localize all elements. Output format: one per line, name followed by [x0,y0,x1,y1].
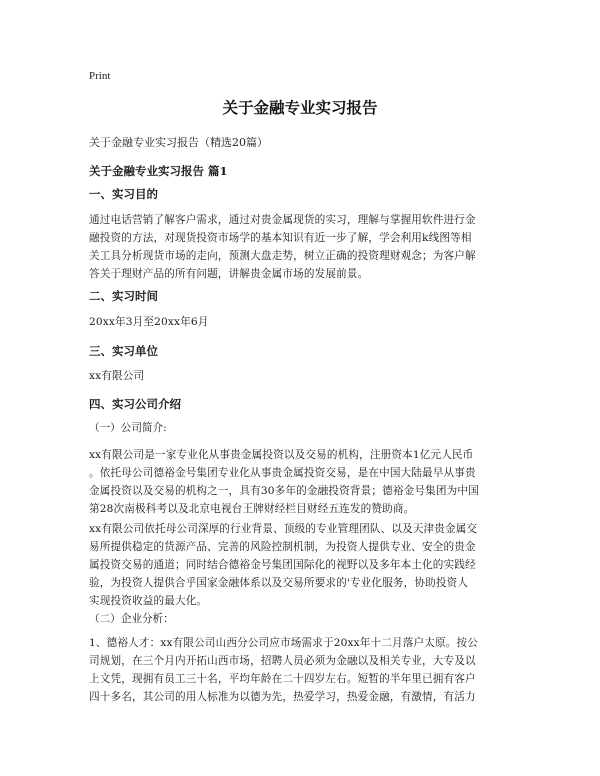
subsection-heading-intro: （一）公司简介: [89,422,167,434]
company-paragraph-1 [89,446,519,518]
text-line: 融投资的方法，对现货投资市场学的基本知识有近一步了解，学会利用k线图等相 [89,232,472,244]
section-heading-time: 二、实习时间 [89,289,158,303]
text-line: 1、德裕人才：xx有限公司山西分公司应市场需求于20xx年十二月落户太原。按公 [89,637,478,649]
section-text-unit: xx有限公司 [89,370,145,382]
text-line: 。依托母公司德裕金号集团专业化从事贵金属投资交易，是在中国大陆最早从事贵 [89,467,476,479]
section-heading-purpose: 一、实习目的 [89,187,158,201]
company-paragraph-2 [89,520,519,610]
text-line: 验，为投资人提供合乎国家金融体系以及交易所要求的'专业化服务，协助投资人 [89,577,469,589]
article-heading: 关于金融专业实习报告 篇1 [89,164,228,178]
text-line: 属投资交易的通道；同时结合德裕金号集团国际化的视野以及多年本土化的实践经 [89,559,476,571]
section-paragraph-purpose [89,211,519,283]
text-line: 实现投资收益的最大化。 [89,595,208,607]
text-line: 第28次南极科考以及北京电视台王牌财经栏目财经五连发的赞助商。 [89,503,415,515]
print-link[interactable]: Print [89,70,111,82]
document-subtitle: 关于金融专业实习报告（精选20篇） [89,136,268,149]
text-line: 金属投资以及交易的机构之一，具有30多年的金融投资背景；德裕金号集团为中国 [89,485,479,497]
section-text-time: 20xx年3月至20xx年6月 [89,316,209,328]
text-line: 通过电话营销了解客户需求，通过对贵金属现货的实习，理解与掌握用软件进行金 [89,214,476,226]
company-paragraph-3 [89,634,519,706]
text-line: 易所提供稳定的货源产品、完善的风险控制机制，为投资人提供专业、安全的贵金 [89,541,476,553]
text-line: 上文凭，现拥有员工三十名，平均年龄在二十四岁左右。短暂的半年里已拥有客户 [89,673,476,685]
text-line: 答关于理财产品的所有问题，讲解贵金属市场的发展前景。 [89,268,369,280]
section-heading-unit: 三、实习单位 [89,344,158,358]
text-line: xx有限公司是一家专业化从事贵金属投资以及交易的机构，注册资本1亿元人民币 [89,449,474,461]
document-title: 关于金融专业实习报告 [222,99,378,117]
text-line: xx有限公司依托母公司深厚的行业背景、顶级的专业管理团队、以及天津贵金属交 [89,523,478,535]
text-line: 司规划，在三个月内开拓山西市场，招聘人员必须为金融以及相关专业，大专及以 [89,655,476,667]
section-heading-company: 四、实习公司介绍 [89,397,181,411]
text-line: 四十多名，其公司的用人标准为以德为先，热爱学习，热爱金融，有激情，有活力 [89,691,476,703]
text-line: 关工具分析现货市场的走向，预测大盘走势，树立正确的投资理财观念；为客户解 [89,250,476,262]
subsection-heading-analysis: （二）企业分析： [89,613,174,625]
